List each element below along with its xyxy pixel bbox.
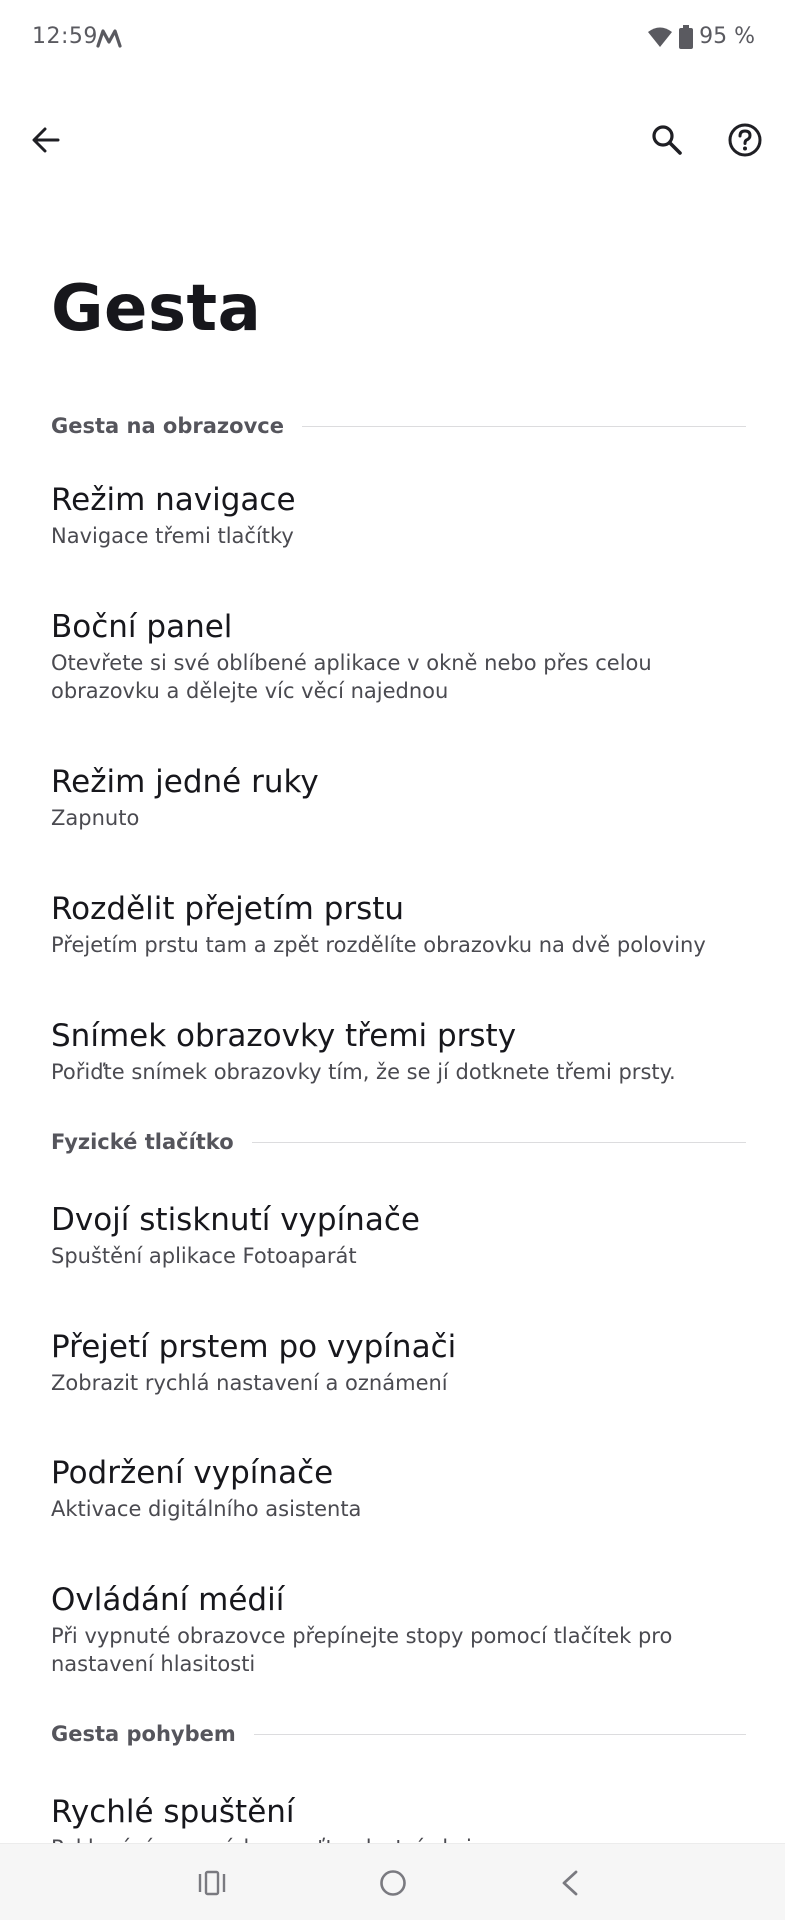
pref-title: Režim jedné ruky bbox=[51, 764, 319, 800]
pref-swipe-split[interactable] bbox=[51, 889, 751, 959]
status-bar bbox=[0, 0, 785, 80]
home-icon bbox=[378, 1868, 408, 1898]
pref-title: Snímek obrazovky třemi prsty bbox=[51, 1018, 517, 1054]
toolbar bbox=[0, 100, 785, 180]
search-button[interactable] bbox=[635, 108, 699, 172]
status-right bbox=[647, 24, 755, 49]
pref-title: Podržení vypínače bbox=[51, 1455, 334, 1491]
section-header-physical-button bbox=[51, 1124, 746, 1160]
pref-title: Boční panel bbox=[51, 609, 233, 645]
pref-summary: Navigace třemi tlačítky bbox=[51, 524, 294, 548]
section-divider bbox=[254, 1734, 746, 1735]
pref-title: Rychlé spuštění bbox=[51, 1794, 295, 1830]
pref-summary: Pořiďte snímek obrazovky tím, že se jí dotknete třemi prsty. bbox=[51, 1060, 676, 1084]
page-title: Gesta bbox=[51, 272, 262, 346]
pref-summary: Zobrazit rychlá nastavení a oznámení bbox=[51, 1371, 448, 1395]
pref-summary: Přejetím prstu tam a zpět rozdělíte obrazovku na dvě poloviny bbox=[51, 933, 706, 957]
pref-swipe-power[interactable] bbox=[51, 1327, 751, 1397]
pref-summary: Zapnuto bbox=[51, 806, 140, 830]
section-header-motion-gestures bbox=[51, 1716, 746, 1752]
back-button[interactable] bbox=[14, 108, 78, 172]
nav-back-icon bbox=[558, 1868, 582, 1898]
motorola-m-icon bbox=[96, 28, 122, 48]
wifi-icon bbox=[647, 26, 673, 48]
pref-title: Dvojí stisknutí vypínače bbox=[51, 1202, 420, 1238]
pref-hold-power[interactable] bbox=[51, 1453, 751, 1523]
section-divider bbox=[302, 426, 746, 427]
pref-summary: Aktivace digitálního asistenta bbox=[51, 1497, 362, 1521]
search-icon bbox=[650, 123, 684, 157]
section-header-screen-gestures bbox=[51, 408, 746, 444]
pref-navigation-mode[interactable] bbox=[51, 480, 751, 550]
pref-summary: Spuštění aplikace Fotoaparát bbox=[51, 1244, 357, 1268]
recents-icon bbox=[198, 1870, 226, 1896]
section-label: Gesta pohybem bbox=[51, 1722, 236, 1746]
nav-back-button[interactable] bbox=[510, 1844, 630, 1920]
pref-media-controls[interactable] bbox=[51, 1580, 751, 1678]
pref-title: Přejetí prstem po vypínači bbox=[51, 1329, 457, 1365]
navigation-bar bbox=[0, 1843, 785, 1920]
pref-three-finger-screenshot[interactable] bbox=[51, 1016, 751, 1086]
recents-button[interactable] bbox=[152, 1844, 272, 1920]
status-time: 12:59 bbox=[32, 24, 98, 49]
pref-side-panel[interactable] bbox=[51, 607, 751, 705]
help-circle-icon bbox=[727, 122, 763, 158]
home-button[interactable] bbox=[333, 1844, 453, 1920]
battery-icon bbox=[679, 25, 693, 49]
section-label: Fyzické tlačítko bbox=[51, 1130, 234, 1154]
section-label: Gesta na obrazovce bbox=[51, 414, 284, 438]
pref-summary: Otevřete si své oblíbené aplikace v okně nebo přes celou obrazovku a dělejte víc věcí najednou bbox=[51, 651, 652, 703]
pref-one-hand-mode[interactable] bbox=[51, 762, 751, 832]
battery-percent: 95 % bbox=[699, 24, 755, 49]
pref-title: Rozdělit přejetím prstu bbox=[51, 891, 405, 927]
pref-title: Režim navigace bbox=[51, 482, 296, 518]
pref-double-press-power[interactable] bbox=[51, 1200, 751, 1270]
help-button[interactable] bbox=[713, 108, 777, 172]
pref-title: Ovládání médií bbox=[51, 1582, 285, 1618]
arrow-back-icon bbox=[30, 124, 62, 156]
pref-summary: Při vypnuté obrazovce přepínejte stopy pomocí tlačítek pro nastavení hlasitosti bbox=[51, 1624, 673, 1676]
section-divider bbox=[252, 1142, 746, 1143]
